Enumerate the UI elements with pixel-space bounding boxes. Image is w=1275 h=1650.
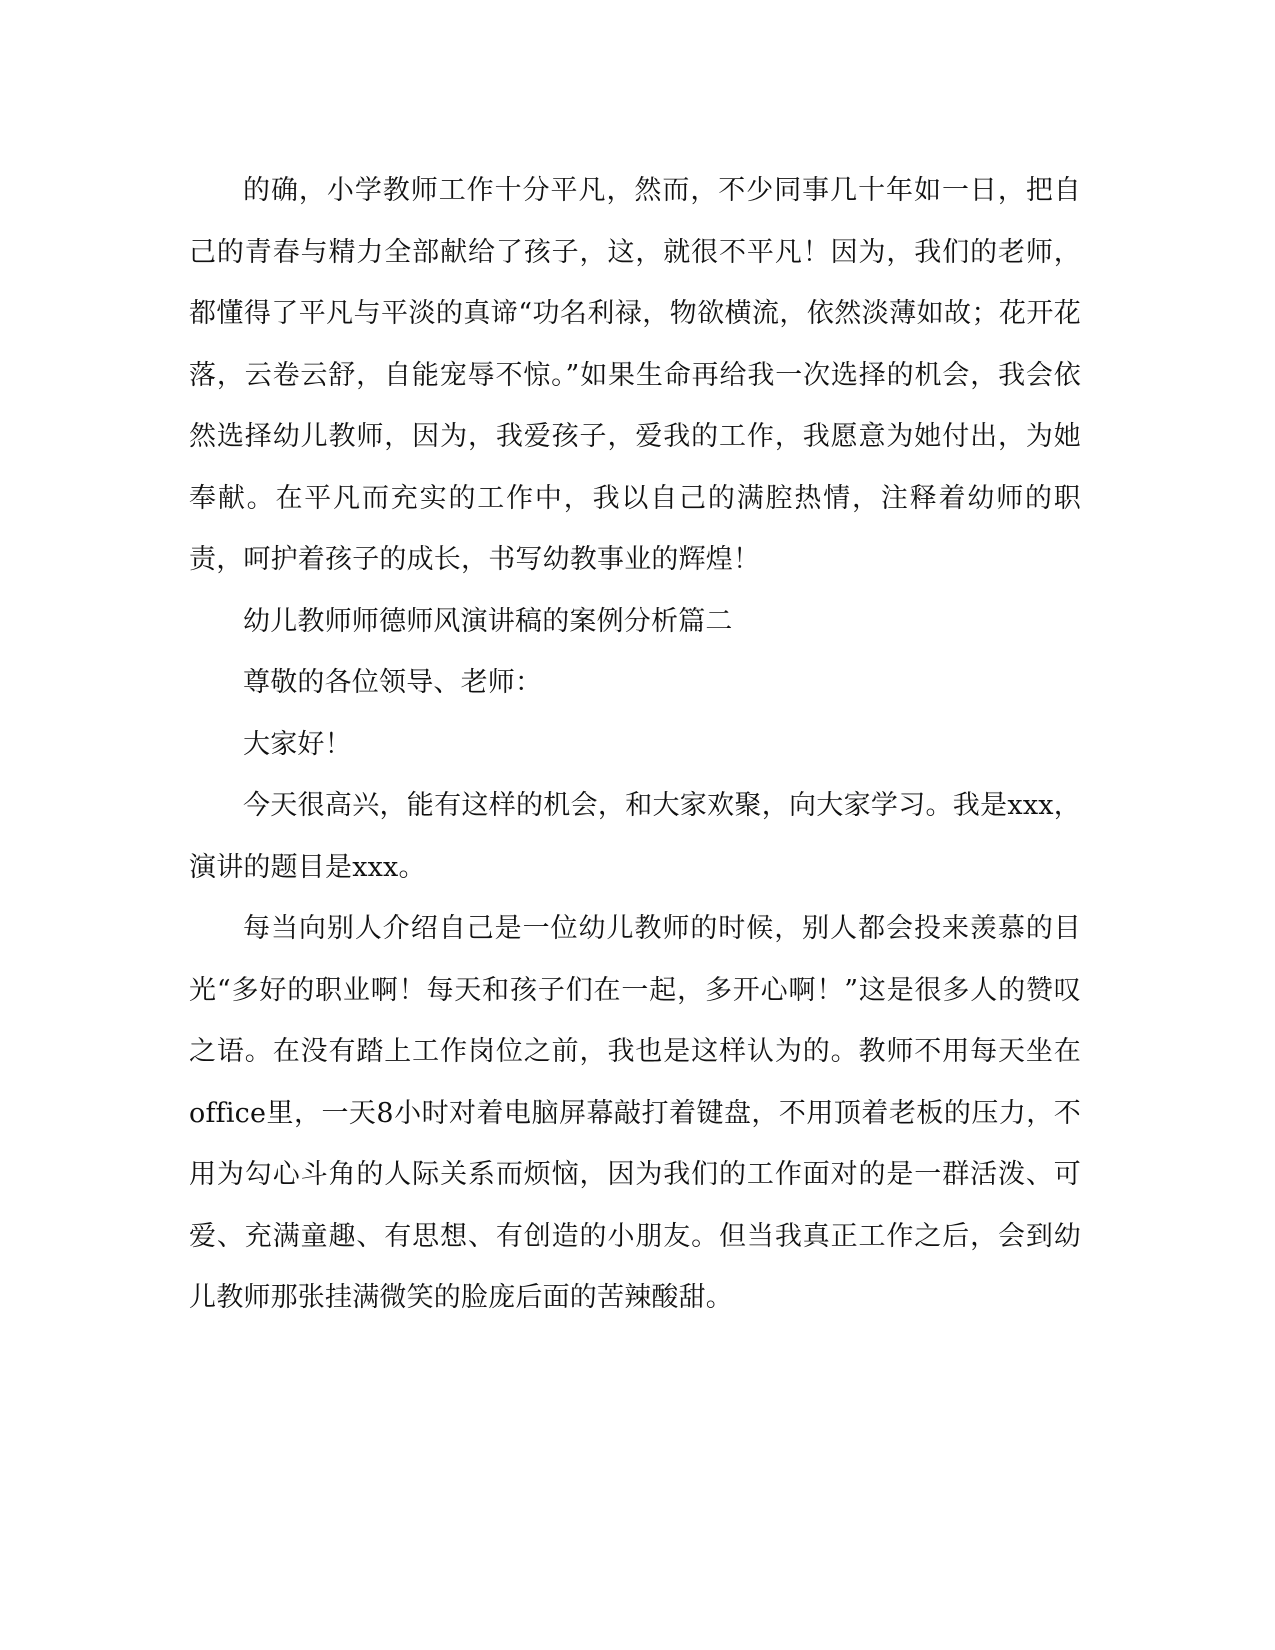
paragraph-intro: 今天很高兴，能有这样的机会，和大家欢聚，向大家学习。我是xxx，演讲的题目是xxx。: [189, 790, 1081, 883]
section-heading: 幼儿教师师德师风演讲稿的案例分析篇二: [243, 605, 733, 637]
paragraph-2: 每当向别人介绍自己是一位幼儿教师的时候，别人都会投来羡慕的目光“多好的职业啊！每天和孩子们在一起，多开心啊！”这是很多人的赞叹之语。在没有踏上工作岗位之前，我也是这样认为的。教师不用每天坐在office里，一天8小时对着电脑屏幕敲打着键盘，不用顶着老板的压力，不用为勾心斗角的人际关系而烦恼，因为我们的工作面对的是一群活泼、可爱、充满童趣、有思想、有创造的小朋友。但当我真正工作之后，会到幼儿教师那张挂满微笑的脸庞后面的苦辣酸甜。: [189, 913, 1081, 1313]
paragraph-1: 的确，小学教师工作十分平凡，然而，不少同事几十年如一日，把自己的青春与精力全部献给了孩子，这，就很不平凡！因为，我们的老师，都懂得了平凡与平淡的真谛“功名利禄，物欲横流，依然淡薄如故；花开花落，云卷云舒，自能宠辱不惊。”如果生命再给我一次选择的机会，我会依然选择幼儿教师，因为，我爱孩子，爱我的工作，我愿意为她付出，为她奉献。在平凡而充实的工作中，我以自己的满腔热情，注释着幼师的职责，呵护着孩子的成长，书写幼教事业的辉煌！: [189, 175, 1081, 575]
greeting: 大家好！: [243, 728, 352, 760]
document-body: [189, 160, 1081, 1329]
salutation: 尊敬的各位领导、老师：: [243, 667, 543, 698]
